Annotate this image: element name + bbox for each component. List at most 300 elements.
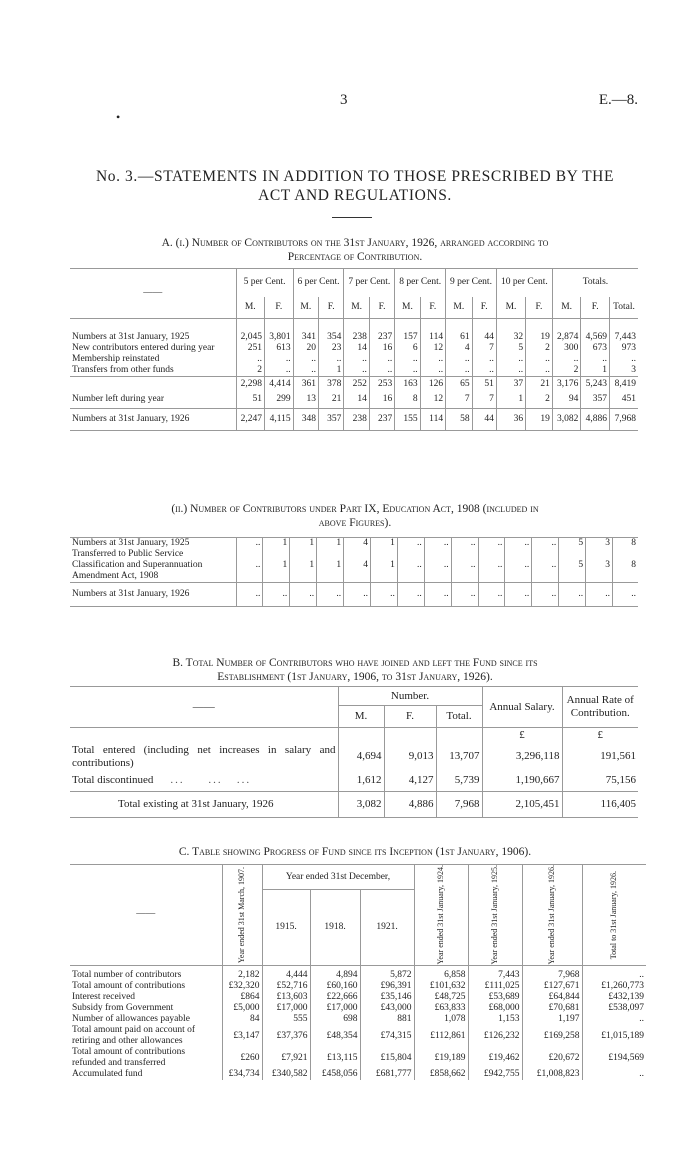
cell: 163 <box>395 376 420 392</box>
cell: 19 <box>526 408 553 430</box>
total-header: Total. <box>436 706 482 728</box>
cell: .. <box>451 549 478 583</box>
cell: 13,707 <box>436 744 482 770</box>
section-a-group-header <box>70 269 638 297</box>
cell: 126 <box>420 376 445 392</box>
cell: 21 <box>319 392 344 408</box>
cell: 2 <box>552 365 581 377</box>
cell: .. <box>397 549 424 583</box>
row-label <box>70 354 236 365</box>
cell: 2 <box>526 392 553 408</box>
cell: 237 <box>369 408 394 430</box>
cell: £43,000 <box>360 1003 414 1014</box>
cell: .. <box>478 538 505 550</box>
cell: .. <box>609 354 638 365</box>
cell: 251 <box>236 343 265 354</box>
cell: 51 <box>472 376 496 392</box>
cell: .. <box>582 1069 646 1080</box>
cell: 7 <box>446 392 473 408</box>
cell: £538,097 <box>582 1003 646 1014</box>
cell: 7,443 <box>468 965 522 981</box>
row-label-text: Transferred to Public Service Classification and Superannuation Amendment Act, 1908 <box>72 549 203 581</box>
sub-header: M. <box>395 297 420 319</box>
cell: .. <box>397 583 424 607</box>
cell: 555 <box>262 1014 310 1025</box>
cell: .. <box>236 354 265 365</box>
cell: £127,671 <box>522 981 582 992</box>
cell: 1,078 <box>414 1014 468 1025</box>
cell: 9,013 <box>384 744 436 770</box>
cell: 348 <box>293 408 318 430</box>
row-label <box>70 408 236 430</box>
sub-header: M. <box>293 297 318 319</box>
cell: .. <box>236 583 263 607</box>
cell: 341 <box>293 319 318 343</box>
cell: 65 <box>446 376 473 392</box>
cell: 1 <box>581 365 610 377</box>
cell: 361 <box>293 376 318 392</box>
table-row <box>70 365 638 377</box>
row-label-text: Membership reinstated <box>72 353 160 364</box>
sub-header: F. <box>319 297 344 319</box>
cell: 4,886 <box>581 408 610 430</box>
cell: £96,391 <box>360 981 414 992</box>
row-label: Total discontinued ... ... ... <box>72 773 252 786</box>
cell: .. <box>265 354 294 365</box>
cell: £1,015,189 <box>582 1025 646 1047</box>
cell: 5 <box>559 538 586 550</box>
cell: .. <box>344 354 369 365</box>
row-label <box>70 1025 222 1047</box>
col-header: Year ended 31st January, 1926. <box>547 865 556 965</box>
cell: 7,968 <box>609 408 638 430</box>
cell: .. <box>612 583 638 607</box>
section-b-title-line1: B. Total Number of Contributors who have joined and left the Fund since its <box>172 657 538 669</box>
cell: £17,000 <box>262 1003 310 1014</box>
page-title-line1: No. 3.—STATEMENTS IN ADDITION TO THOSE PRESCRIBED BY THE <box>95 168 615 185</box>
cell: £19,462 <box>468 1047 522 1069</box>
cell: .. <box>532 549 559 583</box>
row-label <box>70 965 222 981</box>
cell: £32,320 <box>222 981 262 992</box>
row-label-text: Transfers from other funds <box>72 364 174 375</box>
cell: .. <box>319 354 344 365</box>
cell: .. <box>265 365 294 377</box>
f-header: F. <box>384 706 436 728</box>
cell: 20 <box>293 343 318 354</box>
cell: 3,176 <box>552 376 581 392</box>
cell: 12 <box>420 392 445 408</box>
cell: £111,025 <box>468 981 522 992</box>
cell: 1 <box>317 549 344 583</box>
table-row <box>70 744 638 770</box>
cell: 2,298 <box>236 376 265 392</box>
cell: .. <box>344 583 371 607</box>
table-row <box>70 408 638 430</box>
row-label <box>70 549 236 583</box>
cell: 16 <box>369 343 394 354</box>
row-label <box>70 343 236 354</box>
cell: £864 <box>222 992 262 1003</box>
cell: £13,603 <box>262 992 310 1003</box>
cell: 32 <box>496 319 525 343</box>
cell: 14 <box>344 392 369 408</box>
cell: 16 <box>369 392 394 408</box>
cell: 4 <box>344 538 371 550</box>
cell: .. <box>451 538 478 550</box>
row-label-text: Numbers at 31st January, 1925 <box>72 331 190 342</box>
col-header: Total to 31st January, 1926. <box>609 870 619 959</box>
salary-header: Annual Salary. <box>482 687 562 728</box>
cell: 191,561 <box>562 744 638 770</box>
row-label <box>70 365 236 377</box>
cell: .. <box>424 583 451 607</box>
cell: 1 <box>263 549 290 583</box>
row-label-text: Subsidy from Government <box>72 1003 174 1014</box>
cell: 2,182 <box>222 965 262 981</box>
cell: 14 <box>344 343 369 354</box>
cell: 354 <box>319 319 344 343</box>
col-header: 1921. <box>360 890 414 966</box>
cell: .. <box>290 583 317 607</box>
table-row <box>70 392 638 408</box>
cell: 252 <box>344 376 369 392</box>
section-a2-title-line1: (ii.) Number of Contributors under Part IX, Education Act, 1908 (included in <box>171 503 539 515</box>
table-row <box>70 343 638 354</box>
row-label-text: Interest received <box>72 992 136 1003</box>
cell: 7 <box>472 392 496 408</box>
cell: 2 <box>526 343 553 354</box>
row-label <box>70 392 236 408</box>
row-label <box>70 992 222 1003</box>
cell: 3 <box>586 549 613 583</box>
cell: £17,000 <box>310 1003 360 1014</box>
cell: 238 <box>344 408 369 430</box>
cell: .. <box>582 965 646 981</box>
cell: 2,045 <box>236 319 265 343</box>
margin-mark: • <box>116 110 121 124</box>
sub-header: F. <box>265 297 294 319</box>
cell: 3,296,118 <box>482 744 562 770</box>
row-label-text: Accumulated fund <box>72 1069 143 1080</box>
table-row <box>70 319 638 343</box>
cell: 58 <box>446 408 473 430</box>
row-label-text: Numbers at 31st January, 1926 <box>72 413 190 424</box>
cell: 23 <box>319 343 344 354</box>
cell: £112,861 <box>414 1025 468 1047</box>
row-label <box>70 1014 222 1025</box>
cell: 253 <box>369 376 394 392</box>
cell: .. <box>397 538 424 550</box>
cell: £52,716 <box>262 981 310 992</box>
cell: 8 <box>612 549 638 583</box>
row-label-text: Total amount of contributions refunded and transferred <box>72 1047 186 1069</box>
page-number: 3 <box>340 92 348 108</box>
currency-mark: £ <box>562 728 638 744</box>
cell: 4,694 <box>338 744 384 770</box>
cell: £64,844 <box>522 992 582 1003</box>
section-b-table: —— Number. Annual Salary. Annual Rate of Contribution. M. F. Total. £ £ Total entered (including net increases in salary and contributions) 4,694 9,013 13,707 3,296,118 191,561 Total discontinued ... ... ... 1,612 4,127 5,739 1,190,667 75,156 Total existing at 31st January, 1926 3,082 4,886 7,968 2,105,451 116,405 <box>70 686 638 818</box>
cell: 6 <box>395 343 420 354</box>
table-row <box>70 538 638 550</box>
col-group-header: 5 per Cent. <box>236 269 293 297</box>
label-column-header: —— <box>70 269 236 319</box>
cell: £169,258 <box>522 1025 582 1047</box>
cell: 4 <box>446 343 473 354</box>
cell: 19 <box>526 319 553 343</box>
cell: 1 <box>370 538 397 550</box>
sub-header: F. <box>581 297 610 319</box>
sub-header: F. <box>369 297 394 319</box>
cell: £3,147 <box>222 1025 262 1047</box>
row-label-text: Total number of contributors <box>72 970 182 981</box>
cell: .. <box>526 365 553 377</box>
cell: 1 <box>317 538 344 550</box>
cell: .. <box>505 538 532 550</box>
cell: £681,777 <box>360 1069 414 1080</box>
cell: 1 <box>263 538 290 550</box>
sub-header: M. <box>552 297 581 319</box>
section-c-title: C. Table showing Progress of Fund since its Inception (1st January, 1906). <box>178 846 532 858</box>
cell: .. <box>369 365 394 377</box>
cell: 114 <box>420 408 445 430</box>
cell: 357 <box>581 392 610 408</box>
section-a-title <box>60 236 650 264</box>
cell: .. <box>236 538 263 550</box>
cell: £48,725 <box>414 992 468 1003</box>
cell: 698 <box>310 1014 360 1025</box>
sub-header: Total. <box>609 297 638 319</box>
rate-header: Annual Rate of Contribution. <box>562 687 638 728</box>
cell: 51 <box>236 392 265 408</box>
cell: £68,000 <box>468 1003 522 1014</box>
cell: 2,874 <box>552 319 581 343</box>
col-header: 1918. <box>310 890 360 966</box>
table-row <box>70 1014 646 1025</box>
cell: £340,582 <box>262 1069 310 1080</box>
cell: 2 <box>236 365 265 377</box>
table-row <box>70 583 638 607</box>
cell: 3 <box>586 538 613 550</box>
cell: 114 <box>420 319 445 343</box>
cell: .. <box>472 354 496 365</box>
cell: £1,008,823 <box>522 1069 582 1080</box>
cell: 5 <box>496 343 525 354</box>
cell: 3,082 <box>552 408 581 430</box>
table-row <box>70 981 646 992</box>
cell: £101,632 <box>414 981 468 992</box>
cell: 1 <box>319 365 344 377</box>
cell: 8,419 <box>609 376 638 392</box>
page-title-line2: ACT AND REGULATIONS. <box>258 187 452 204</box>
section-a-table <box>70 268 638 431</box>
cell: 116,405 <box>562 792 638 818</box>
cell: £15,804 <box>360 1047 414 1069</box>
row-label-text: Numbers at 31st January, 1926 <box>72 589 190 599</box>
cell: 357 <box>319 408 344 430</box>
cell: 36 <box>496 408 525 430</box>
cell: 44 <box>472 319 496 343</box>
cell: .. <box>420 354 445 365</box>
cell: £34,734 <box>222 1069 262 1080</box>
cell: 7,968 <box>522 965 582 981</box>
cell: 238 <box>344 319 369 343</box>
cell: 94 <box>552 392 581 408</box>
table-row <box>70 1003 646 1014</box>
section-a2-title <box>60 502 650 530</box>
cell: 4,444 <box>262 965 310 981</box>
cell: 1 <box>370 549 397 583</box>
cell: .. <box>446 354 473 365</box>
cell: £20,672 <box>522 1047 582 1069</box>
row-label-text: Number of allowances payable <box>72 1014 190 1025</box>
col-group-header: 10 per Cent. <box>496 269 552 297</box>
cell: 378 <box>319 376 344 392</box>
cell: .. <box>395 354 420 365</box>
cell: 973 <box>609 343 638 354</box>
cell: 75,156 <box>562 770 638 792</box>
sub-header: M. <box>446 297 473 319</box>
sub-header: M. <box>344 297 369 319</box>
table-row <box>70 376 638 392</box>
cell: 21 <box>526 376 553 392</box>
row-label-text: New contributors entered during year <box>72 342 215 353</box>
col-header: Year ended 31st March, 1907. <box>237 866 246 963</box>
cell: 155 <box>395 408 420 430</box>
cell: 8 <box>395 392 420 408</box>
cell: 37 <box>496 376 525 392</box>
row-label <box>70 583 236 607</box>
cell: .. <box>478 583 505 607</box>
section-a2-table <box>70 537 638 607</box>
cell: £53,689 <box>468 992 522 1003</box>
col-header: 1915. <box>262 890 310 966</box>
cell: 613 <box>265 343 294 354</box>
table-row <box>70 1069 646 1080</box>
cell: £432,139 <box>582 992 646 1003</box>
cell: .. <box>446 365 473 377</box>
cell: .. <box>370 583 397 607</box>
cell: .. <box>451 583 478 607</box>
table-row <box>70 992 646 1003</box>
row-label <box>70 1069 222 1080</box>
section-a-title-line2: Percentage of Contribution. <box>287 251 423 263</box>
number-header: Number. <box>338 687 482 706</box>
cell: £13,115 <box>310 1047 360 1069</box>
cell: £63,833 <box>414 1003 468 1014</box>
cell: 1,190,667 <box>482 770 562 792</box>
table-row <box>70 1047 646 1069</box>
cell: .. <box>420 365 445 377</box>
cell: 300 <box>552 343 581 354</box>
table-row <box>70 354 638 365</box>
col-group-header: 8 per Cent. <box>395 269 446 297</box>
cell: 451 <box>609 392 638 408</box>
cell: 2,247 <box>236 408 265 430</box>
row-label-text: Total amount of contributions <box>72 981 186 992</box>
cell: 4,127 <box>384 770 436 792</box>
cell: £35,146 <box>360 992 414 1003</box>
row-label <box>70 981 222 992</box>
cell: 1 <box>290 538 317 550</box>
cell: 4,886 <box>384 792 436 818</box>
section-c-table: —— Year ended 31st March, 1907. Year ended 31st December, Year ended 31st January, 1924. Year ended 31st January, 1925. Year ended 31st January, 1926. Total to 31st January, 1926. 1915. 1918. 1921. Total number of contributors 2,182 4,444 4,894 5,872 6,858 7,443 7,968 .. Total amount of contributions £32,320 £52,716 £60,160 £96,391 £101,632 £111,025 £127,671 £1,260,773 Interest received £864 £13,603 £22,666 £35,146 £48,725 £53,689 £64,844 £432,139 Subsidy from Government £5,000 £17,000 £17,000 £43,000 £63,833 £68,000 £70,681 £538,097 Number of allowances payable 84 555 698 881 1,078 1,153 1,197 .. Total amount paid on account of retiring and other allowances £3,147 £37,376 £48,354 £74,315 £112,861 £126,232 £169,258 £1,015,189 Total amount of contributions refunded and transferred £260 £7,921 £13,115 £15,804 £19,189 £19,462 £20,672 £194,569 Accumulated fund £34,734 £340,582 £458,056 £681,777 £858,662 £942,755 £1,008,823 .. <box>72 865 644 1080</box>
cell: £1,260,773 <box>582 981 646 992</box>
cell: 4,569 <box>581 319 610 343</box>
cell: .. <box>586 583 613 607</box>
cell: .. <box>581 354 610 365</box>
sub-header: F. <box>526 297 553 319</box>
cell: 7,968 <box>436 792 482 818</box>
cell: 3,801 <box>265 319 294 343</box>
sub-header: F. <box>472 297 496 319</box>
row-label-text: Numbers at 31st January, 1925 <box>72 538 190 548</box>
cell: 5 <box>559 549 586 583</box>
cell: .. <box>552 354 581 365</box>
document-reference: E.—8. <box>598 92 638 108</box>
cell: 7 <box>472 343 496 354</box>
cell: 157 <box>395 319 420 343</box>
cell: 4,115 <box>265 408 294 430</box>
cell: 5,739 <box>436 770 482 792</box>
cell: .. <box>293 365 318 377</box>
table-row <box>70 792 638 818</box>
table-row <box>70 770 638 792</box>
cell: .. <box>395 365 420 377</box>
cell: .. <box>344 365 369 377</box>
cell: £37,376 <box>262 1025 310 1047</box>
cell: 237 <box>369 319 394 343</box>
sub-header: M. <box>496 297 525 319</box>
row-label: Total existing at 31st January, 1926 <box>118 798 274 810</box>
cell: £22,666 <box>310 992 360 1003</box>
cell: 13 <box>293 392 318 408</box>
cell: .. <box>369 354 394 365</box>
cell: .. <box>505 549 532 583</box>
section-b-title-line2: Establishment (1st January, 1906, to 31st January, 1926). <box>217 671 493 683</box>
cell: .. <box>496 365 525 377</box>
cell: 881 <box>360 1014 414 1025</box>
cell: 1,197 <box>522 1014 582 1025</box>
cell: £7,921 <box>262 1047 310 1069</box>
cell: 4,894 <box>310 965 360 981</box>
cell: 673 <box>581 343 610 354</box>
cell: 1,153 <box>468 1014 522 1025</box>
title-rule <box>332 217 372 218</box>
col-group-header: 6 per Cent. <box>293 269 344 297</box>
cell: 1 <box>290 549 317 583</box>
row-label <box>70 1003 222 1014</box>
cell: .. <box>532 538 559 550</box>
cell: £60,160 <box>310 981 360 992</box>
cell: 5,872 <box>360 965 414 981</box>
sub-header: M. <box>236 297 265 319</box>
cell: £74,315 <box>360 1025 414 1047</box>
col-group-header: 9 per Cent. <box>446 269 497 297</box>
table-row <box>70 1025 646 1047</box>
cell: £194,569 <box>582 1047 646 1069</box>
section-b-title <box>60 656 650 684</box>
cell: 84 <box>222 1014 262 1025</box>
cell: £126,232 <box>468 1025 522 1047</box>
cell: 4,414 <box>265 376 294 392</box>
cell: 3,082 <box>338 792 384 818</box>
cell: £70,681 <box>522 1003 582 1014</box>
cell: 12 <box>420 343 445 354</box>
cell: 44 <box>472 408 496 430</box>
m-header: M. <box>338 706 384 728</box>
cell: .. <box>532 583 559 607</box>
